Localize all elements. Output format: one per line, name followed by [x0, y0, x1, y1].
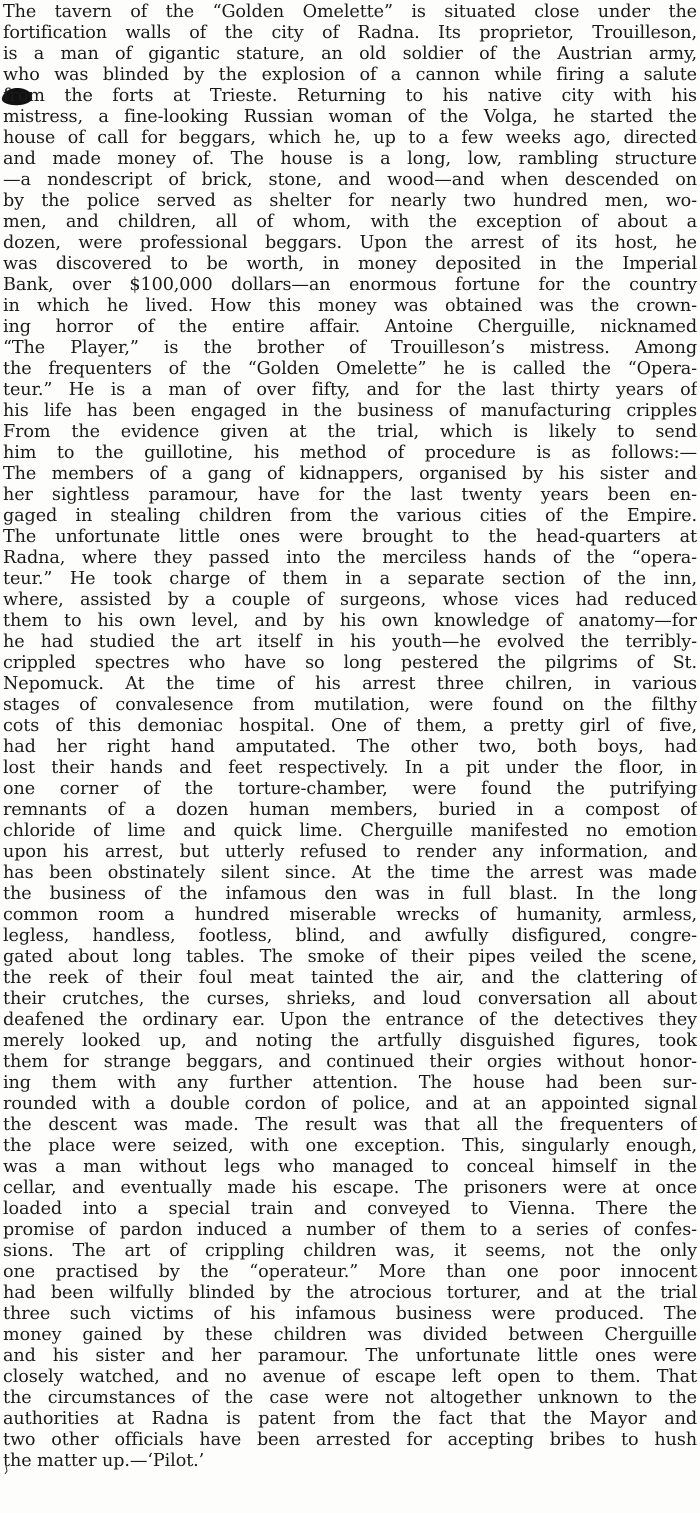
article-line: where, assisted by a couple of surgeons, whose vices had reduced [3, 590, 697, 610]
article-line: promise of pardon induced a number of them to a series of confes- [3, 1220, 697, 1240]
article-line: her sightless paramour, have for the last twenty years been en- [3, 485, 697, 505]
article-line: is a man of gigantic stature, an old soldier of the Austrian army, [3, 44, 697, 64]
article-line: merely looked up, and noting the artfully disguished figures, took [3, 1031, 697, 1051]
article-line: their crutches, the curses, shrieks, and loud conversation all about [3, 989, 697, 1009]
article-line: the reek of their foul meat tainted the air, and the clattering of [3, 968, 697, 988]
article-line: teur.” He is a man of over fifty, and for the last thirty years of [3, 380, 697, 400]
article-line: men, and children, all of whom, with the exception of about a [3, 212, 697, 232]
article-line: the frequenters of the “Golden Omelette” he is called the “Opera- [3, 359, 697, 379]
article-line: one corner of the torture-chamber, were found the putrifying [3, 779, 697, 799]
article-line: gaged in stealing children from the various cities of the Empire. [3, 506, 697, 526]
article-line: fortification walls of the city of Radna. Its proprietor, Trouilleson, [3, 23, 697, 43]
article-line: them for strange beggars, and continued their orgies without honor- [3, 1052, 697, 1072]
article-line: Nepomuck. At the time of his arrest three chilren, in various [3, 674, 697, 694]
article-line: three such victims of his infamous business were produced. The [3, 1304, 697, 1324]
article-line: legless, handless, footless, blind, and awfully disfigured, congre- [3, 926, 697, 946]
article-line: the place were seized, with one exception. This, singularly enough, [3, 1136, 697, 1156]
article-line: closely watched, and no avenue of escape left open to them. That [3, 1367, 697, 1387]
article-line: one practised by the “operateur.” More than one poor innocent [3, 1262, 697, 1282]
article-line: was discovered to be worth, in money deposited in the Imperial [3, 254, 697, 274]
article-line: The unfortunate little ones were brought to the head-quarters at [3, 527, 697, 547]
article-line: by the police served as shelter for nearly two hundred men, wo- [3, 191, 697, 211]
article-line: lost their hands and feet respectively. In a pit under the floor, in [3, 758, 697, 778]
article-line: stages of convalesence from mutilation, were found on the filthy [3, 695, 697, 715]
article-line: mistress, a fine-looking Russian woman of the Volga, he started the [3, 107, 697, 127]
article-line: sions. The art of crippling children was, it seems, not the only [3, 1241, 697, 1261]
article-line: his life has been engaged in the business of manufacturing cripples [3, 401, 697, 421]
article-line: the business of the infamous den was in full blast. In the long [3, 884, 697, 904]
article-line: loaded into a special train and conveyed to Vienna. There the [3, 1199, 697, 1219]
article-line: Bank, over $100,000 dollars—an enormous fortune for the country [3, 275, 697, 295]
article-line: cots of this demoniac hospital. One of them, a pretty girl of five, [3, 716, 697, 736]
article-line: —a nondescript of brick, stone, and wood—and when descended on [3, 170, 697, 190]
article-line: in which he lived. How this money was obtained was the crown- [3, 296, 697, 316]
article-line: and his sister and her paramour. The unfortunate little ones were [3, 1346, 697, 1366]
article-line-signature: the matter up.—‘Pilot.’ [3, 1451, 205, 1471]
article-line: two other officials have been arrested for accepting bribes to hush [3, 1430, 697, 1450]
article-line: upon his arrest, but utterly refused to render any information, and [3, 842, 697, 862]
article-line: house of call for beggars, which he, up to a few weeks ago, directed [3, 128, 697, 148]
article-line: rounded with a double cordon of police, and at an appointed signal [3, 1094, 697, 1114]
article-line: him to the guillotine, his method of procedure is as follows:— [3, 443, 697, 463]
article-line: who was blinded by the explosion of a cannon while firing a salute [3, 65, 697, 85]
article-line: was a man without legs who managed to conceal himself in the [3, 1157, 697, 1177]
article-line: The members of a gang of kidnappers, organised by his sister and [3, 464, 697, 484]
article-line: teur.” He took charge of them in a separate section of the inn, [3, 569, 697, 589]
article-line: remnants of a dozen human members, buried in a compost of [3, 800, 697, 820]
article-line: ing horror of the entire affair. Antoine Cherguille, nicknamed [3, 317, 697, 337]
article-line: authorities at Radna is patent from the fact that the Mayor and [3, 1409, 697, 1429]
article-line: common room a hundred miserable wrecks of humanity, armless, [3, 905, 697, 925]
article-line: them to his own level, and by his own knowledge of anatomy—for [3, 611, 697, 631]
article-line: cellar, and eventually made his escape. The prisoners were at once [3, 1178, 697, 1198]
article-line: ing them with any further attention. The house had been sur- [3, 1073, 697, 1093]
article-line: crippled spectres who have so long pestered the pilgrims of St. [3, 653, 697, 673]
article-line: has been obstinately silent since. At the time the arrest was made [3, 863, 697, 883]
article-line: from the forts at Trieste. Returning to his native city with his [3, 86, 697, 106]
article-line: the circumstances of the case were not altogether unknown to the [3, 1388, 697, 1408]
article-line: chloride of lime and quick lime. Cherguille manifested no emotion [3, 821, 697, 841]
article-line: the descent was made. The result was that all the frequenters of [3, 1115, 697, 1135]
article-line: From the evidence given at the trial, which is likely to send [3, 422, 697, 442]
article-line: The tavern of the “Golden Omelette” is situated close under the [3, 2, 697, 22]
article-line: deafened the ordinary ear. Upon the entrance of the detectives they [3, 1010, 697, 1030]
article-line: had her right hand amputated. The other two, both boys, had [3, 737, 697, 757]
article-line: he had studied the art itself in his youth—he evolved the terribly- [3, 632, 697, 652]
article-line: “The Player,” is the brother of Trouilleson’s mistress. Among [3, 338, 697, 358]
article-line: dozen, were professional beggars. Upon the arrest of its host, he [3, 233, 697, 253]
article-line: had been wilfully blinded by the atrocious torturer, and at the trial [3, 1283, 697, 1303]
article-column [3, 2, 697, 1472]
article-line: money gained by these children was divided between Cherguille [3, 1325, 697, 1345]
article-line: Radna, where they passed into the merciless hands of the “opera- [3, 548, 697, 568]
article-line: and made money of. The house is a long, low, rambling structure [3, 149, 697, 169]
article-line: gated about long tables. The smoke of their pipes veiled the scene, [3, 947, 697, 967]
